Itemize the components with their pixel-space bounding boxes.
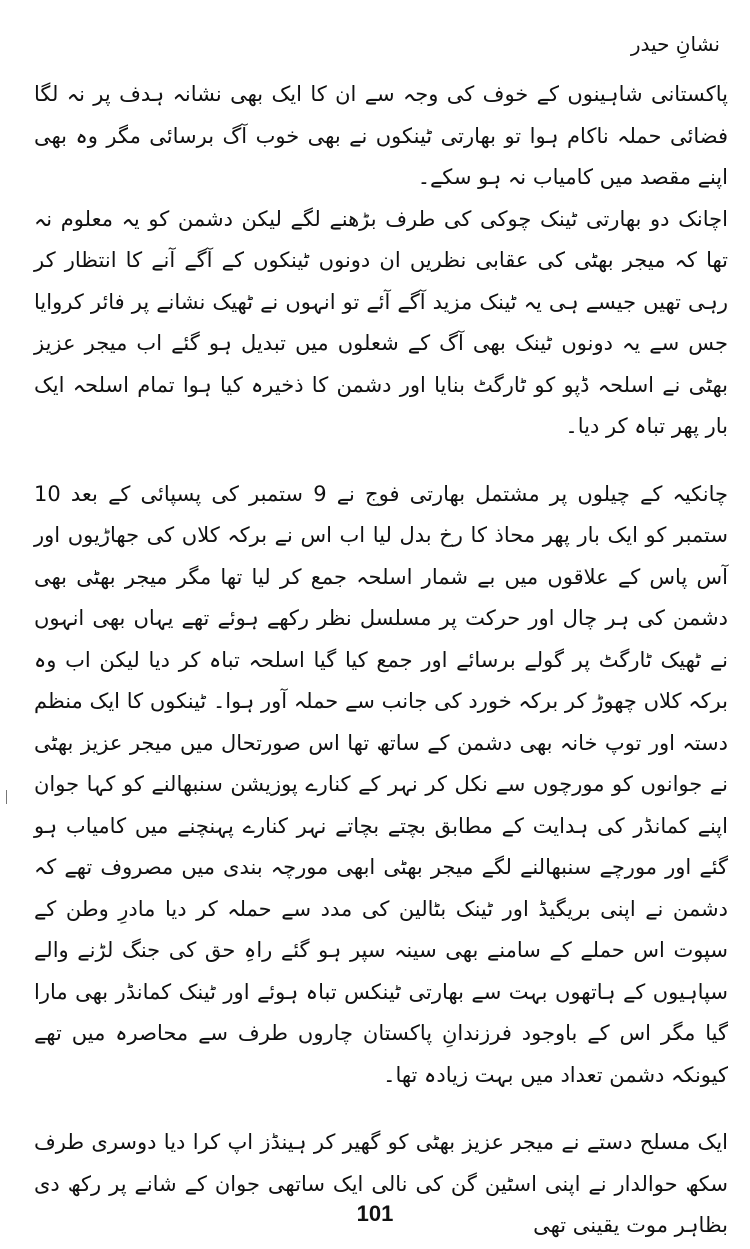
paragraph: ایک مسلح دستے نے میجر عزیز بھٹی کو گھیر کر ہینڈز اپ کرا دیا دوسری طرف سکھ حوالدار نے اپنی اسٹین گن کی نالی ایک ساتھی جوان کے شانے پر رکھ دی بظاہر موت یقینی تھی [34,1130,728,1237]
page-number: 101 [356,1201,394,1226]
paragraph: اچانک دو بھارتی ٹینک چوکی کی طرف بڑھنے لگے لیکن دشمن کو یہ معلوم نہ تھا کہ میجر بھٹی کی عقابی نظریں ان دونوں ٹینکوں کے آگے آنے کا انتظار کر رہی تھیں جیسے ہی یہ ٹینک مزید آگے آئے تو انہوں نے ٹھیک نشانے پر فائر کروایا جس سے یہ دونوں ٹینک بھی آگ کے شعلوں میں تبدیل ہو گئے اب میجر عزیز بھٹی نے اسلحہ ڈپو کو ٹارگٹ بنایا اور دشمن کا ذخیرہ کیا ہوا تمام اسلحہ ایک بار پھر تباہ کر دیا۔ [34,206,728,438]
paragraph: پاکستانی شاہینوں کے خوف کی وجہ سے ان کا ایک بھی نشانہ ہدف پر نہ لگا فضائی حملہ ناکام ہوا تو بھارتی ٹینکوں نے بھی خوب آگ برسائی مگر وہ بھی اپنے مقصد میں کامیاب نہ ہو سکے۔ [34,82,728,189]
running-header: نشانِ حیدر [630,32,720,56]
margin-mark [6,790,7,804]
page-body [34,74,728,1247]
paragraph: چانکیہ کے چیلوں پر مشتمل بھارتی فوج نے 9 ستمبر کی پسپائی کے بعد 10 ستمبر کو ایک بار پھر محاذ کا رخ بدل لیا اب اس نے برکہ کلاں کی جھاڑیوں اور آس پاس کے علاقوں میں بے شمار اسلحہ جمع کر لیا تھا مگر میجر بھٹی بھی دشمن کی ہر چال اور حرکت پر مسلسل نظر رکھے ہوئے تھے یہاں بھی انہوں نے ٹھیک ٹارگٹ پر گولے برسائے اور جمع کیا گیا اسلحہ تباہ کر دیا لیکن اب وہ برکہ کلاں چھوڑ کر برکہ خورد کی جانب سے حملہ آور ہوا۔ ٹینکوں کا ایک منظم دستہ اور توپ خانہ بھی دشمن کے ساتھ تھا اس صورتحال میں میجر عزیز بھٹی نے جوانوں کو مورچوں سے نکل کر نہر کے کنارے پوزیشن سنبھالنے کو کہا جوان اپنے کمانڈر کی ہدایت کے مطابق بچتے بچاتے نہر کنارے پہنچنے میں کامیاب ہو گئے اور مورچے سنبھالنے لگے میجر بھٹی ابھی مورچہ بندی میں مصروف تھے کہ دشمن نے اپنی بریگیڈ اور ٹینک بٹالین کی مدد سے حملہ کر دیا مادرِ وطن کے سپوت اس حملے کے سامنے بھی سینہ سپر ہو گئے راہِ حق کی جنگ لڑنے والے سپاہیوں کے ہاتھوں بہت سے بھارتی ٹینکس تباہ ہوئے اور ٹینک کمانڈر بھی مارا گیا مگر اس کے باوجود فرزندانِ پاکستان چاروں طرف سے محاصرہ میں تھے کیونکہ دشمن تعداد میں بہت زیادہ تھا۔ [34,481,728,1087]
